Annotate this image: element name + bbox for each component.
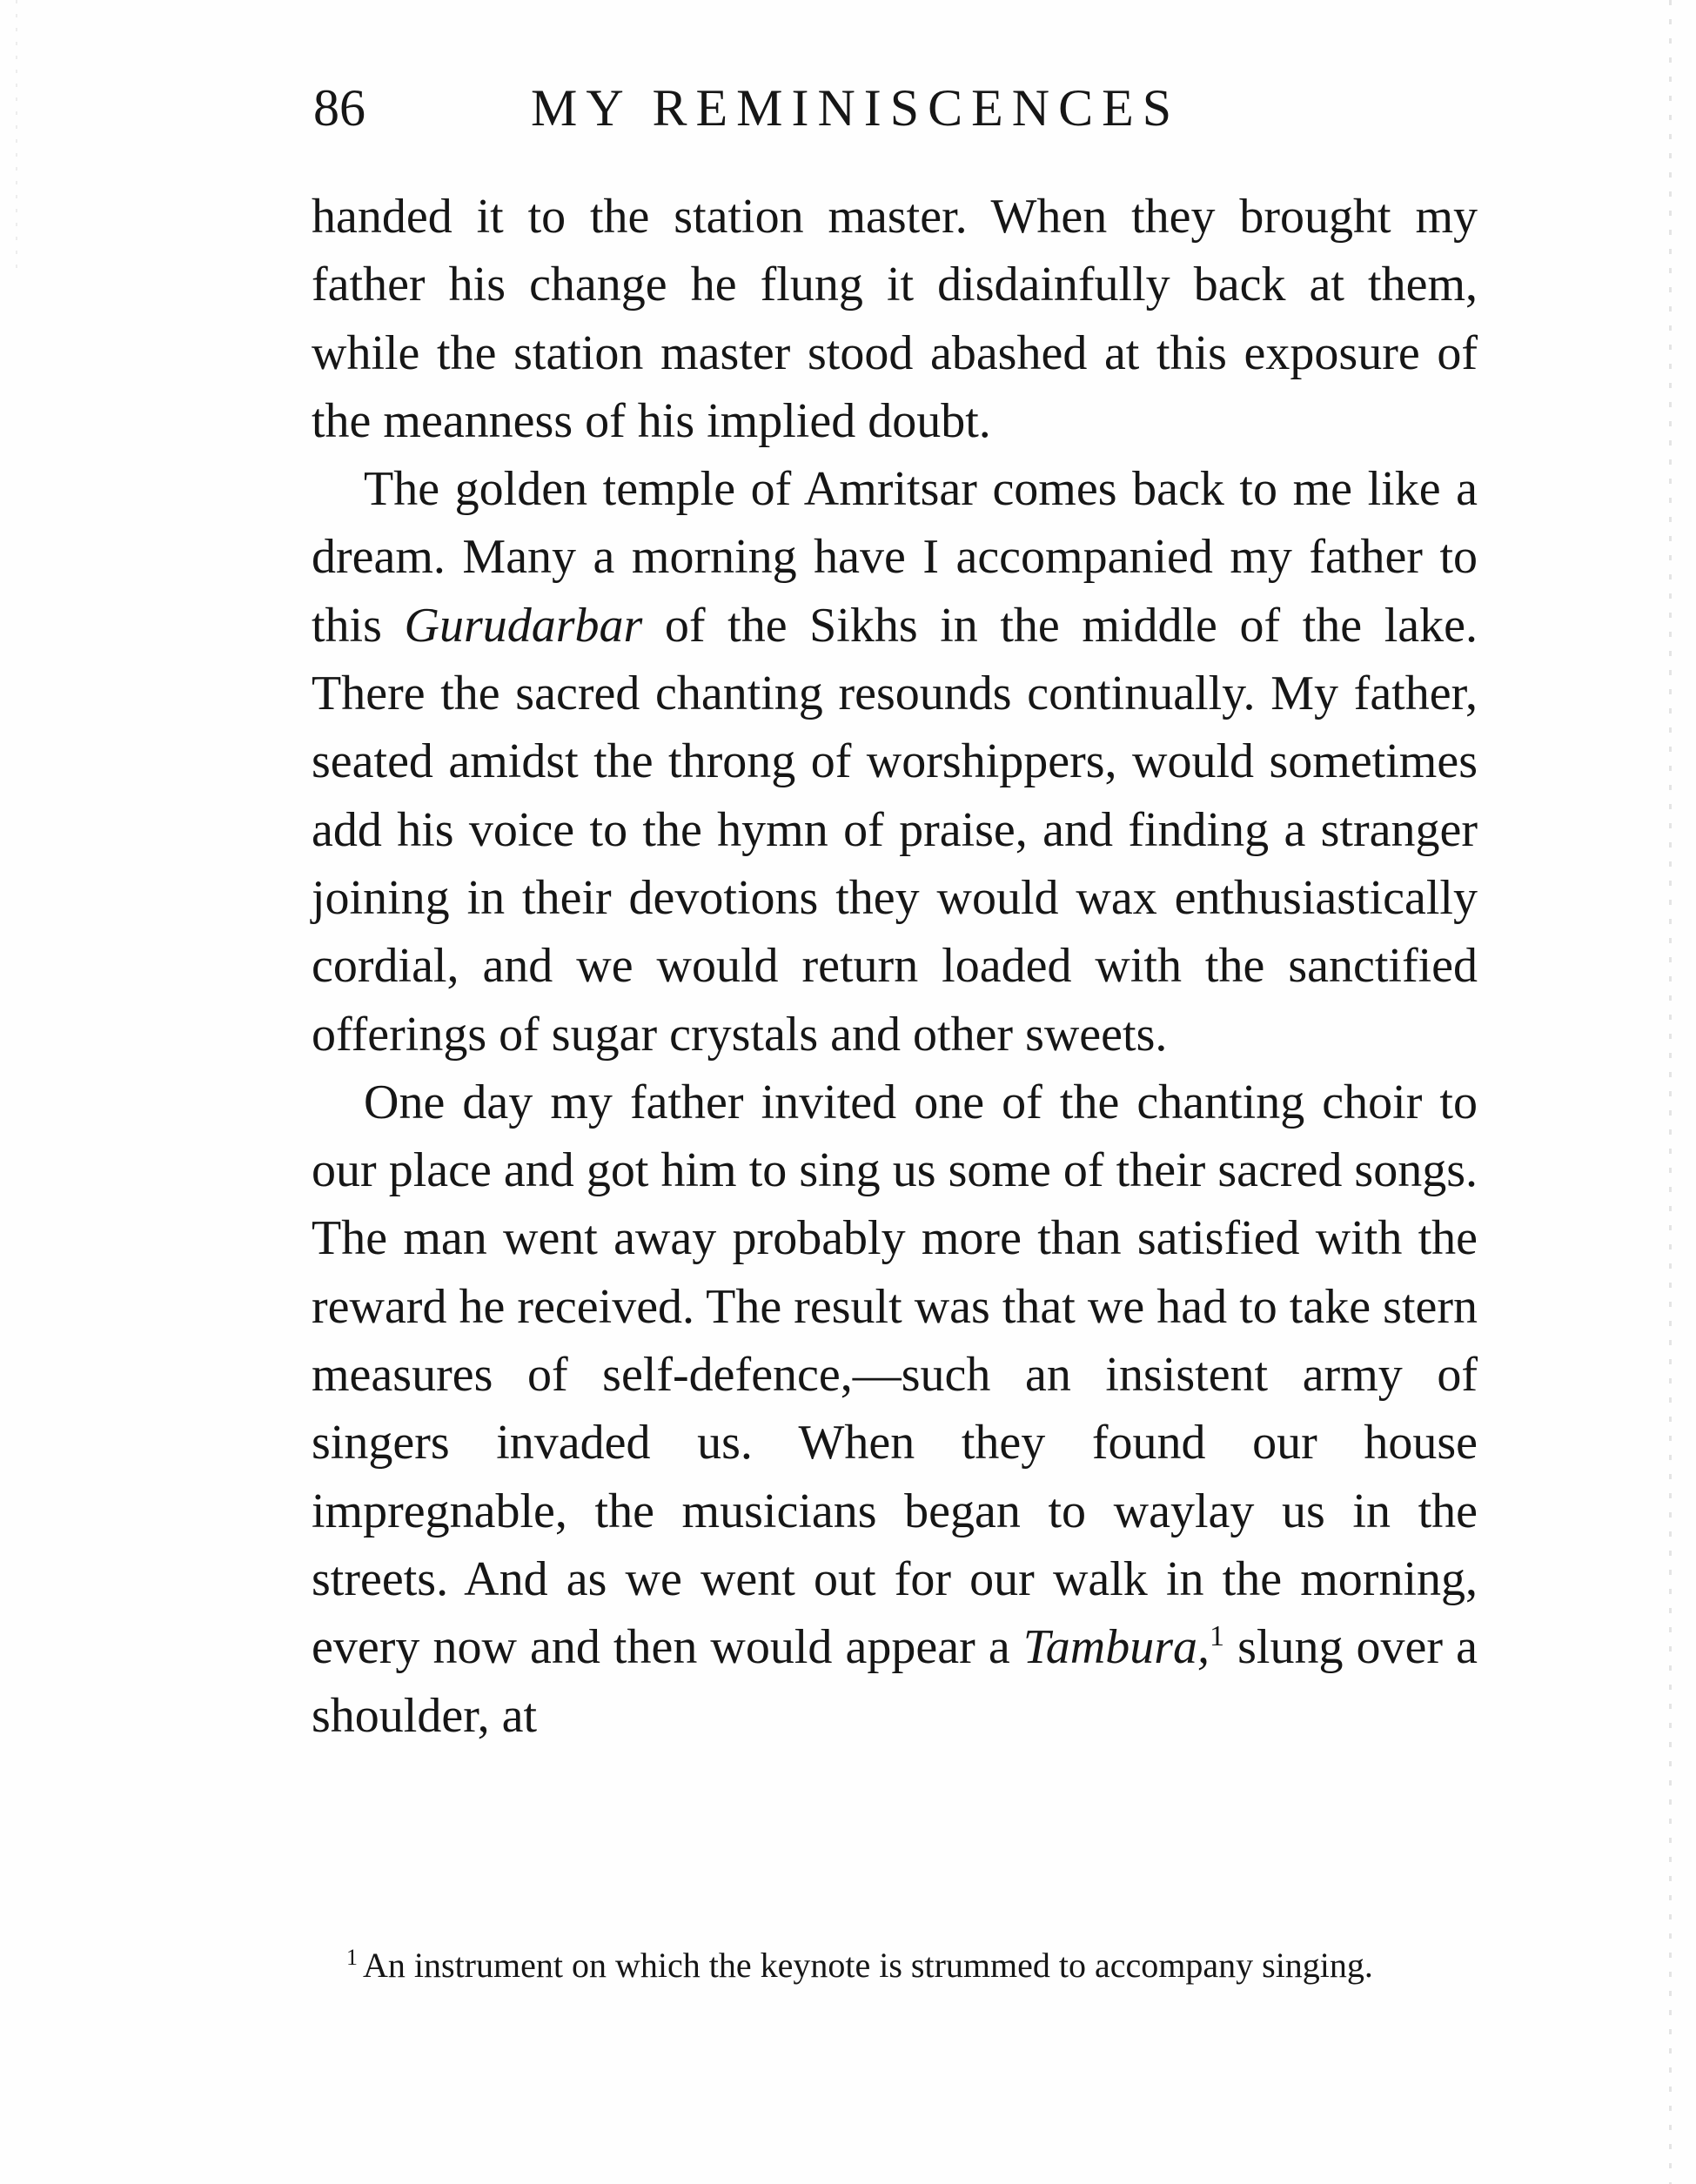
tambura-term: Tambura, xyxy=(1022,1620,1210,1675)
body-text xyxy=(312,183,1478,1750)
footnote xyxy=(312,1940,1478,1991)
page-number: 86 xyxy=(313,79,365,137)
footnote-reference[interactable]: 1 xyxy=(1210,1620,1225,1653)
running-title: MY REMINISCENCES xyxy=(531,79,1181,137)
paragraph-2-after: of the Sikhs in the middle of the lake. There the sacred chanting resounds continually. My father, seated amidst the throng of worshippers, would sometimes add his voice to the hymn of praise, and finding a stranger joining in their devotions they would wax enthusiastically cordial, and we would return loaded with the sanctified offerings of sugar crystals and other sweets. xyxy=(312,598,1478,1062)
footnote-mark: 1 xyxy=(346,1945,358,1970)
paragraph-3-text: One day my father invited one of the chanting choir to our place and got him to sing us some of their sacred songs. The man went away probably more than satisfied with the reward he received. The result was that we had to take stern measures of self-defence,—such an insistent army of singers invaded us. When they found our house impregnable, the musicians began to waylay us in the streets. And as we went out for our walk in the morning, every now and then would appear a xyxy=(312,1075,1478,1675)
paragraph-1: handed it to the station master. When they brought my father his change he flung it disdainfully back at them, while the station master stood abashed at this exposure of the meanness of his implied doubt. xyxy=(312,190,1478,448)
page-header xyxy=(313,73,1471,143)
paragraph-3 xyxy=(312,1069,1478,1750)
footnote-text: An instrument on which the keynote is strummed to accompany singing. xyxy=(363,1946,1373,1985)
page-edge-left xyxy=(16,0,17,278)
paragraph-2-before: The golden temple of Amritsar comes back to me like a dream. Many a morning have I accompanied my father to this xyxy=(312,462,1478,653)
paragraph-3-after: slung over a shoulder, at xyxy=(312,1620,1478,1743)
page-edge-right xyxy=(1669,0,1672,2184)
paragraph-2 xyxy=(312,455,1478,1069)
gurudarbar-term: Gurudarbar xyxy=(404,598,643,653)
